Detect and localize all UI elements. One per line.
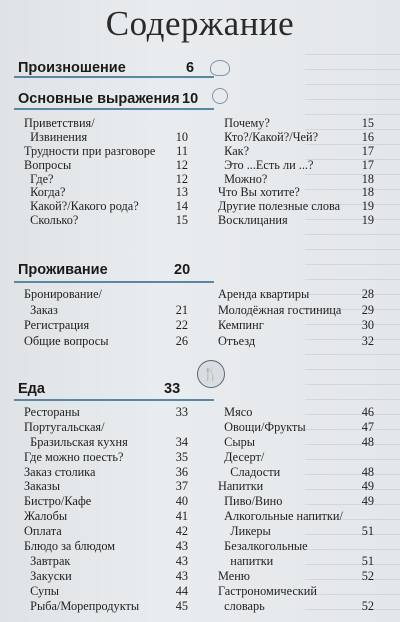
toc-entry-page: 41 (175, 509, 188, 524)
toc-entry-text: Заказ (24, 302, 58, 317)
toc-entry[interactable] (24, 200, 209, 214)
toc-entry-text: Сколько? (24, 213, 79, 228)
toc-entry-page: 18 (361, 185, 374, 200)
toc-entry-text: Португальская/ (24, 419, 105, 434)
toc-entry[interactable] (218, 495, 376, 510)
toc-entry-text: Бразильская кухня (24, 434, 128, 449)
toc-entry[interactable] (218, 510, 376, 525)
section-page: 20 (174, 262, 191, 278)
toc-entry-page: 42 (175, 524, 188, 539)
toc-entry-page: 19 (361, 199, 374, 214)
toc-entry-page: 16 (361, 129, 374, 144)
toc-entry-text: Другие полезные слова (218, 199, 341, 214)
toc-entry-text: Трудности при разговоре (24, 143, 156, 158)
toc-entry-text: Напитки (218, 479, 264, 494)
toc-entry-page: 43 (175, 539, 188, 554)
toc-entry-page: 12 (175, 171, 188, 186)
toc-entry-text: Блюдо за блюдом (24, 539, 116, 554)
toc-entry-text: Бистро/Кафе (24, 494, 92, 509)
toc-entry[interactable] (218, 186, 376, 200)
toc-entry-page: 18 (361, 171, 374, 186)
toc-entry-page: 29 (361, 302, 374, 317)
toc-entry[interactable] (24, 173, 209, 187)
toc-entry-text: Ликеры (218, 524, 271, 539)
toc-entry-page: 52 (361, 598, 374, 613)
toc-entry[interactable] (24, 304, 209, 320)
toc-entry-text: Мясо (218, 405, 253, 419)
toc-entry[interactable] (218, 436, 376, 451)
section-basics[interactable] (18, 91, 199, 107)
toc-entry-page: 15 (175, 213, 188, 228)
toc-entry[interactable] (218, 466, 376, 481)
toc-entry[interactable] (218, 145, 376, 159)
toc-entry[interactable] (24, 421, 209, 436)
toc-entry-text: Молодёжная гостиница (218, 302, 342, 317)
toc-entry-text: Какой?/Какого рода? (24, 199, 139, 214)
toc-entry[interactable] (24, 451, 209, 466)
toc-entry-text: Гастрономический (218, 583, 317, 598)
section-lodging[interactable] (18, 262, 191, 278)
toc-entry-page: 28 (361, 287, 374, 301)
toc-entry[interactable] (218, 585, 376, 600)
toc-entry-page: 46 (361, 405, 374, 419)
toc-entry-page: 40 (175, 494, 188, 509)
toc-entry[interactable] (24, 480, 209, 495)
toc-entry-page: 13 (175, 185, 188, 200)
toc-entry[interactable] (24, 319, 209, 335)
toc-entry-page: 43 (175, 568, 188, 583)
toc-entry-text: Кемпинг (218, 318, 264, 332)
toc-entry[interactable] (24, 159, 209, 173)
toc-entry-text: Сладости (218, 464, 281, 479)
toc-entry[interactable] (24, 406, 209, 421)
toc-entry[interactable] (218, 570, 376, 585)
toc-entry-page: 37 (175, 479, 188, 494)
toc-entry-text: Бронирование/ (24, 287, 102, 301)
toc-entry-text: словарь (218, 598, 265, 613)
toc-entry-text: Заказы (24, 479, 60, 494)
toc-entry-page: 43 (175, 553, 188, 568)
toc-entry-page: 12 (175, 157, 188, 172)
basics-right-list (218, 117, 376, 228)
toc-entry-page: 17 (361, 157, 374, 172)
toc-entry[interactable] (218, 214, 376, 228)
toc-entry[interactable] (24, 117, 209, 131)
toc-entry-page: 44 (175, 583, 188, 598)
section-page: 6 (186, 60, 195, 76)
toc-entry[interactable] (24, 540, 209, 555)
section-food[interactable] (18, 381, 181, 397)
toc-entry-page: 10 (175, 129, 188, 144)
toc-entry-text: Супы (24, 583, 60, 598)
toc-entry-page: 15 (361, 116, 374, 130)
toc-entry-page: 21 (175, 302, 188, 317)
toc-entry[interactable] (218, 319, 376, 335)
toc-entry-text: Как? (218, 143, 250, 158)
toc-entry[interactable] (24, 214, 209, 228)
toc-entry-text: Рестораны (24, 405, 80, 419)
toc-entry-text: Общие вопросы (24, 333, 109, 348)
section-title: Еда (18, 381, 45, 397)
toc-entry-text: Алкогольные напитки/ (218, 509, 343, 524)
toc-entry[interactable] (218, 159, 376, 173)
toc-entry[interactable] (24, 288, 209, 304)
section-title: Основные выражения (18, 91, 180, 107)
toc-entry-page: 22 (175, 318, 188, 332)
toc-entry-page: 49 (361, 479, 374, 494)
toc-entry[interactable] (218, 480, 376, 495)
toc-entry-page: 19 (361, 213, 374, 228)
toc-entry-page: 48 (361, 464, 374, 479)
toc-entry-text: Кто?/Какой?/Чей? (218, 129, 319, 144)
section-rule (14, 108, 214, 110)
lips-icon (210, 60, 230, 76)
toc-entry-page: 52 (361, 568, 374, 583)
magnifier-icon (212, 88, 228, 104)
toc-entry[interactable] (218, 200, 376, 214)
toc-entry-page: 47 (361, 419, 374, 434)
toc-entry[interactable] (218, 451, 376, 466)
toc-entry-page: 33 (175, 405, 188, 419)
toc-entry[interactable] (24, 466, 209, 481)
toc-entry[interactable] (218, 600, 376, 615)
toc-entry-text: Где можно поесть? (24, 449, 124, 464)
toc-entry[interactable] (24, 186, 209, 200)
toc-entry-text: Когда? (24, 185, 66, 200)
toc-entry[interactable] (218, 131, 376, 145)
toc-entry[interactable] (218, 335, 376, 351)
toc-entry-text: Где? (24, 171, 54, 186)
toc-entry-page: 49 (361, 494, 374, 509)
basics-left-list (24, 117, 209, 228)
toc-entry-text: Аренда квартиры (218, 287, 310, 301)
toc-entry[interactable] (218, 555, 376, 570)
toc-entry-text: Завтрак (24, 553, 71, 568)
lodging-right-list (218, 288, 376, 350)
section-pronunciation[interactable] (18, 60, 195, 76)
toc-entry-text: Регистрация (24, 318, 90, 332)
section-page: 33 (164, 381, 181, 397)
toc-entry-text: Извинения (24, 129, 88, 144)
toc-entry[interactable] (24, 131, 209, 145)
toc-entry-text: Рыба/Морепродукты (24, 598, 140, 613)
toc-entry[interactable] (24, 510, 209, 525)
toc-entry[interactable] (24, 585, 209, 600)
toc-entry[interactable] (218, 421, 376, 436)
toc-entry-text: Безалкогольные (218, 539, 308, 554)
toc-entry[interactable] (218, 304, 376, 320)
toc-entry[interactable] (24, 555, 209, 570)
toc-entry-text: Закуски (24, 568, 72, 583)
toc-entry[interactable] (218, 540, 376, 555)
toc-entry-text: Десерт/ (218, 449, 265, 464)
lodging-left-list (24, 288, 209, 350)
toc-entry-page: 36 (175, 464, 188, 479)
toc-entry-page: 35 (175, 449, 188, 464)
toc-entry-text: Овощи/Фрукты (218, 419, 306, 434)
section-rule (14, 281, 214, 283)
cutlery-icon: 🍴 (197, 360, 225, 388)
toc-entry-page: 11 (176, 143, 188, 158)
toc-entry-page: 14 (175, 199, 188, 214)
section-title: Произношение (18, 60, 126, 76)
section-page: 10 (182, 91, 199, 107)
toc-entry[interactable] (218, 406, 376, 421)
toc-entry-text: Это ...Есть ли ...? (218, 157, 314, 172)
section-title: Проживание (18, 262, 108, 278)
toc-entry[interactable] (24, 436, 209, 451)
toc-entry[interactable] (24, 335, 209, 351)
toc-entry-page: 26 (175, 333, 188, 348)
toc-entry-page: 51 (361, 524, 374, 539)
toc-entry-page: 34 (175, 434, 188, 449)
toc-entry-page: 48 (361, 434, 374, 449)
toc-entry-text: Пиво/Вино (218, 494, 283, 509)
toc-entry[interactable] (218, 288, 376, 304)
toc-entry[interactable] (218, 173, 376, 187)
toc-entry-text: Заказ столика (24, 464, 96, 479)
section-rule (14, 76, 214, 78)
toc-entry-text: Вопросы (24, 157, 72, 172)
section-rule (14, 399, 214, 401)
page-title: Содержание (105, 4, 295, 43)
toc-entry-page: 30 (361, 318, 374, 332)
toc-entry-page: 45 (175, 598, 188, 613)
toc-entry-text: Почему? (218, 116, 270, 130)
toc-entry-text: Можно? (218, 171, 268, 186)
toc-entry-text: Сыры (218, 434, 256, 449)
toc-entry-text: Оплата (24, 524, 62, 539)
toc-entry-page: 32 (361, 333, 374, 348)
food-right-list (218, 406, 376, 614)
toc-entry[interactable] (218, 117, 376, 131)
toc-entry[interactable] (218, 525, 376, 540)
food-left-list (24, 406, 209, 614)
toc-entry-text: Отъезд (218, 333, 256, 348)
toc-entry-text: Что Вы хотите? (218, 185, 300, 200)
toc-entry[interactable] (24, 495, 209, 510)
toc-entry-page: 17 (361, 143, 374, 158)
toc-entry[interactable] (24, 600, 209, 615)
toc-entry[interactable] (24, 525, 209, 540)
toc-entry-text: Приветствия/ (24, 116, 95, 130)
toc-entry-page: 51 (361, 553, 374, 568)
toc-entry[interactable] (24, 570, 209, 585)
toc-entry-text: напитки (218, 553, 274, 568)
toc-entry-text: Восклицания (218, 213, 288, 228)
toc-entry[interactable] (24, 145, 209, 159)
toc-entry-text: Меню (218, 568, 250, 583)
toc-entry-text: Жалобы (24, 509, 68, 524)
